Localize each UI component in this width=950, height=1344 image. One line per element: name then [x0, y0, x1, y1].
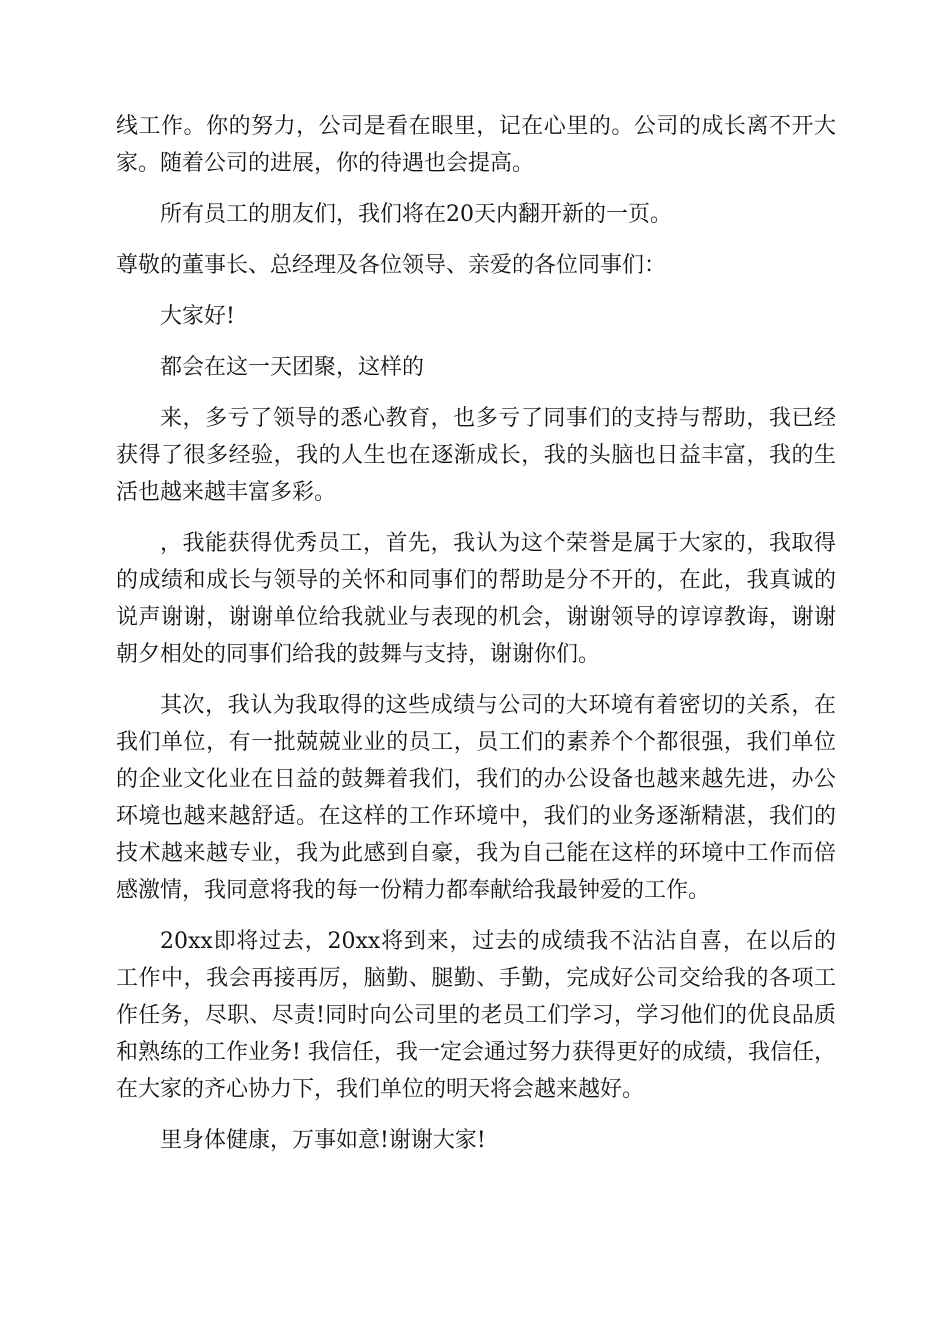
closing-line: 里身体健康，万事如意!谢谢大家! [160, 1128, 486, 1153]
greeting: 大家好! [160, 304, 235, 329]
paragraph-6: 来，多亏了领导的悉心教育，也多亏了同事们的支持与帮助，我已经获得了很多经验，我的人生也在逐渐成长，我的头脑也日益丰富，我的生活也越来越丰富多彩。 [116, 406, 836, 505]
paragraph-7: ，我能获得优秀员工，首先，我认为这个荣誉是属于大家的，我取得的成绩和成长与领导的关怀和同事们的帮助是分不开的，在此，我真诚的说声谢谢，谢谢单位给我就业与表现的机会，谢谢领导的谆谆教诲，谢谢朝夕相处的同事们给我的鼓舞与支持，谢谢你们。 [116, 531, 836, 667]
document-body [116, 108, 836, 1159]
salutation: 尊敬的董事长、总经理及各位领导、亲爱的各位同事们： [116, 253, 667, 278]
paragraph-9: 20xx即将过去，20xx将到来，过去的成绩我不沾沾自喜，在以后的工作中，我会再接再厉，脑勤、腿勤、手勤，完成好公司交给我的各项工作任务，尽职、尽责!同时向公司里的老员工们学习，学习他们的优良品质和熟练的工作业务! 我信任，我一定会通过努力获得更好的成绩，我信任，在大家的齐心协力下，我们单位的明天将会越来越好。 [116, 929, 836, 1102]
paragraph-1: 线工作。你的努力，公司是看在眼里，记在心里的。公司的成长离不开大家。随着公司的进展，你的待遇也会提高。 [116, 114, 836, 176]
paragraph-8: 其次，我认为我取得的这些成绩与公司的大环境有着密切的关系，在我们单位，有一批兢兢业业的员工，员工们的素养个个都很强，我们单位的企业文化业在日益的鼓舞着我们，我们的办公设备也越来越先进，办公环境也越来越舒适。在这样的工作环境中，我们的业务逐渐精湛，我们的技术越来越专业，我为此感到自豪，我为自己能在这样的环境中工作而倍感激情，我同意将我的每一份精力都奉献给我最钟爱的工作。 [116, 693, 836, 903]
paragraph-5: 都会在这一天团聚，这样的 [160, 355, 425, 380]
paragraph-2: 所有员工的朋友们，我们将在20天内翻开新的一页。 [160, 202, 672, 227]
